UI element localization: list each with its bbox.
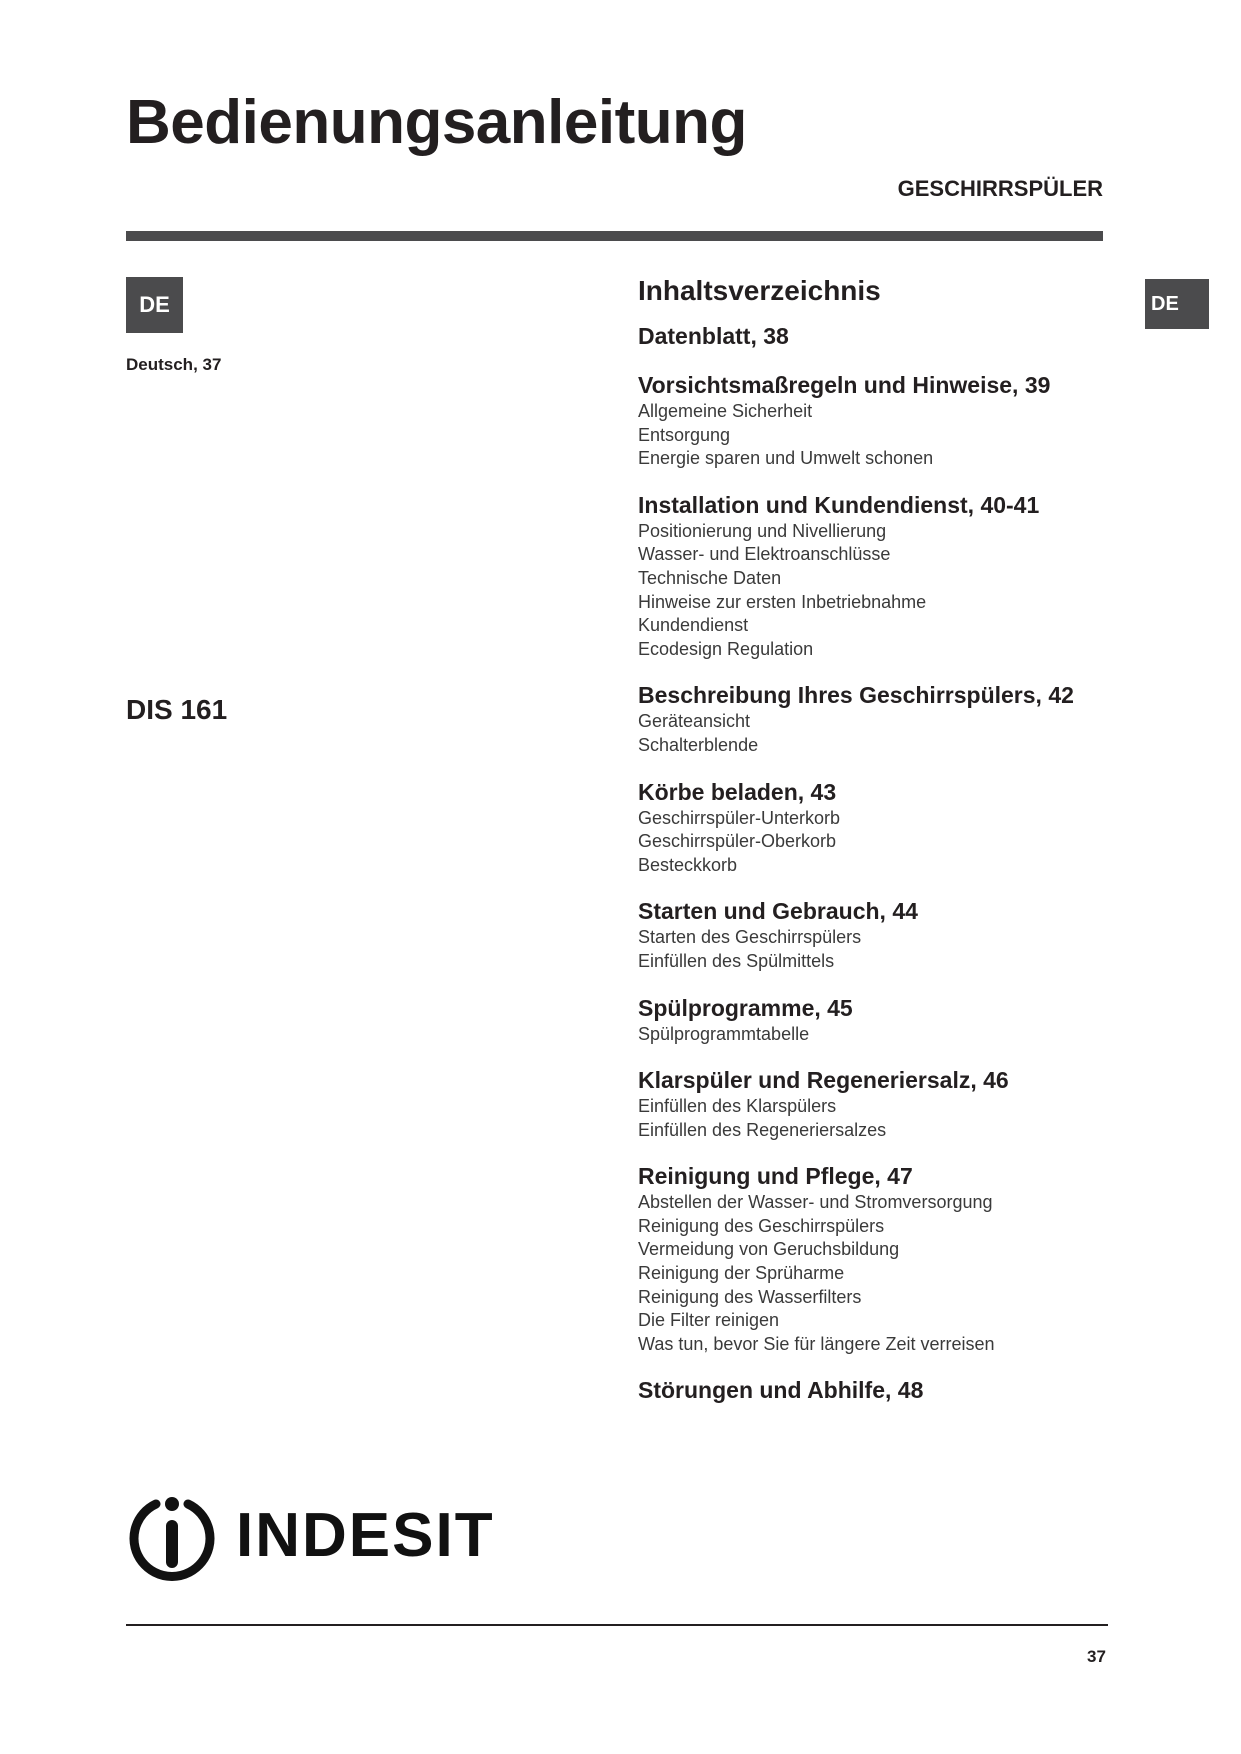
toc-subitem[interactable]: Positionierung und Nivellierung <box>638 520 887 541</box>
toc-section <box>638 1161 1158 1356</box>
page-title: Bedienungsanleitung <box>126 88 747 157</box>
toc-heading: Inhaltsverzeichnis <box>638 275 881 306</box>
toc-section <box>638 370 1158 471</box>
toc-subitem[interactable]: Spülprogrammtabelle <box>638 1023 810 1044</box>
model-name: DIS 161 <box>126 694 228 725</box>
toc-subitem[interactable]: Einfüllen des Regeneriersalzes <box>638 1119 887 1140</box>
toc-subitem[interactable]: Geräteansicht <box>638 711 751 732</box>
toc-subitem[interactable]: Geschirrspüler-Oberkorb <box>638 831 837 852</box>
toc-section-title[interactable]: Klarspüler und Regeneriersalz, 46 <box>638 1067 1009 1094</box>
toc-subitem[interactable]: Reinigung des Geschirrspülers <box>638 1215 885 1236</box>
toc-subitem[interactable]: Reinigung der Sprüharme <box>638 1263 845 1284</box>
toc-subitem[interactable]: Vermeidung von Geruchsbildung <box>638 1239 900 1260</box>
toc-subitem[interactable]: Abstellen der Wasser- und Stromversorgung <box>638 1192 993 1213</box>
toc-subitem[interactable]: Starten des Geschirrspülers <box>638 927 862 948</box>
toc-section-title[interactable]: Datenblatt, 38 <box>638 323 789 349</box>
toc-section <box>638 680 1158 757</box>
toc-section <box>638 490 1158 662</box>
toc-section <box>638 777 1158 878</box>
toc-section <box>638 896 1158 973</box>
toc-subitem[interactable]: Allgemeine Sicherheit <box>638 401 813 421</box>
table-of-contents <box>638 273 1158 1424</box>
toc-subitem[interactable]: Wasser- und Elektroanschlüsse <box>638 544 891 565</box>
toc-section <box>638 321 1158 351</box>
toc-section-title[interactable]: Installation und Kundendienst, 40-41 <box>638 491 1040 518</box>
toc-subitem[interactable]: Energie sparen und Umwelt schonen <box>638 448 934 469</box>
toc-section-title[interactable]: Beschreibung Ihres Geschirrspülers, 42 <box>638 682 1074 709</box>
brand-wordmark: INDESIT <box>236 1501 495 1570</box>
toc-subitem[interactable]: Einfüllen des Klarspülers <box>638 1096 837 1117</box>
brand-logo <box>126 1488 495 1584</box>
toc-subitem[interactable]: Die Filter reinigen <box>638 1310 780 1331</box>
toc-section-title[interactable]: Störungen und Abhilfe, 48 <box>638 1377 924 1404</box>
toc-subitem[interactable]: Technische Daten <box>638 567 782 588</box>
toc-subitem[interactable]: Kundendienst <box>638 615 749 636</box>
document-type: GESCHIRRSPÜLER <box>897 176 1103 201</box>
toc-section-title[interactable]: Reinigung und Pflege, 47 <box>638 1163 913 1190</box>
toc-section <box>638 1065 1158 1142</box>
indesit-i-logo-icon <box>126 1490 218 1582</box>
toc-subitem[interactable]: Reinigung des Wasserfilters <box>638 1286 862 1307</box>
toc-subitem[interactable]: Was tun, bevor Sie für längere Zeit verreisen <box>638 1333 995 1354</box>
footer-divider <box>126 1624 1108 1626</box>
toc-section-title[interactable]: Starten und Gebrauch, 44 <box>638 898 918 925</box>
toc-subitem[interactable]: Ecodesign Regulation <box>638 638 814 659</box>
header-divider <box>126 231 1103 241</box>
toc-section-title[interactable]: Spülprogramme, 45 <box>638 994 853 1021</box>
language-page-reference: Deutsch, 37 <box>126 355 222 374</box>
toc-section <box>638 993 1158 1047</box>
toc-section <box>638 1375 1158 1405</box>
toc-subitem[interactable]: Schalterblende <box>638 734 759 755</box>
toc-subitem[interactable]: Einfüllen des Spülmittels <box>638 950 835 971</box>
language-side-tab: DE <box>1145 279 1209 329</box>
page-number: 37 <box>1087 1647 1106 1666</box>
toc-subitem[interactable]: Hinweise zur ersten Inbetriebnahme <box>638 591 927 612</box>
language-badge: DE <box>126 277 183 333</box>
toc-subitem[interactable]: Geschirrspüler-Unterkorb <box>638 807 841 828</box>
toc-subitem[interactable]: Entsorgung <box>638 424 731 445</box>
toc-subitem[interactable]: Besteckkorb <box>638 854 738 875</box>
toc-section-title[interactable]: Vorsichtsmaßregeln und Hinweise, 39 <box>638 372 1051 398</box>
toc-section-title[interactable]: Körbe beladen, 43 <box>638 778 837 805</box>
toc-sections <box>638 321 1158 1405</box>
